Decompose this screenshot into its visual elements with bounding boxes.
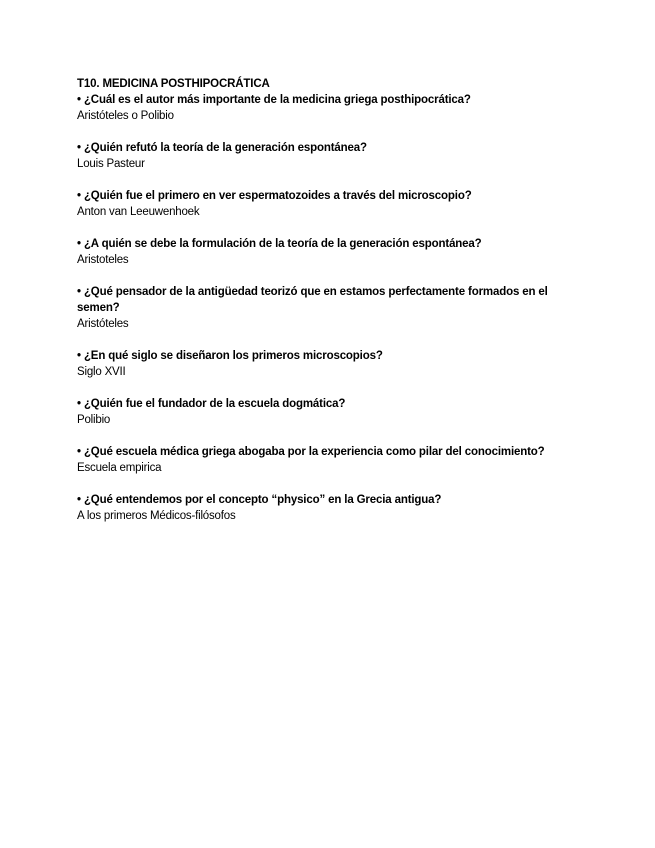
document-title: T10. MEDICINA POSTHIPOCRÁTICA bbox=[77, 78, 270, 90]
question bbox=[77, 348, 582, 364]
bullet: • bbox=[77, 238, 81, 250]
question-text: ¿Qué pensador de la antigüedad teorizó que en estamos perfectamente formados en el semen? bbox=[77, 286, 548, 314]
qa-item bbox=[77, 444, 582, 476]
answer: Aristóteles bbox=[77, 318, 129, 330]
answer: A los primeros Médicos-filósofos bbox=[77, 510, 236, 522]
question-text: ¿Quién fue el primero en ver espermatozoides a través del microscopio? bbox=[83, 190, 472, 202]
document-page bbox=[77, 77, 582, 540]
answer: Siglo XVII bbox=[77, 366, 126, 378]
answer: Louis Pasteur bbox=[77, 158, 145, 170]
bullet: • bbox=[77, 94, 81, 106]
bullet: • bbox=[77, 142, 81, 154]
question bbox=[77, 444, 582, 460]
answer: Aristoteles bbox=[77, 254, 129, 266]
question-text: ¿Qué escuela médica griega abogaba por la experiencia como pilar del conocimiento? bbox=[83, 446, 545, 458]
question-text: ¿Cuál es el autor más importante de la medicina griega posthipocrática? bbox=[83, 94, 471, 106]
qa-item bbox=[77, 92, 582, 124]
bullet: • bbox=[77, 350, 81, 362]
question bbox=[77, 492, 582, 508]
qa-item bbox=[77, 236, 582, 268]
question-text: ¿En qué siglo se diseñaron los primeros microscopios? bbox=[83, 350, 383, 362]
question-text: ¿Quién fue el fundador de la escuela dogmática? bbox=[83, 398, 346, 410]
bullet: • bbox=[77, 494, 81, 506]
qa-item bbox=[77, 348, 582, 380]
answer: Escuela empirica bbox=[77, 462, 162, 474]
bullet: • bbox=[77, 190, 81, 202]
question bbox=[77, 92, 582, 108]
bullet: • bbox=[77, 446, 81, 458]
qa-item bbox=[77, 396, 582, 428]
question bbox=[77, 284, 582, 316]
bullet: • bbox=[77, 398, 81, 410]
qa-item bbox=[77, 284, 582, 332]
question-text: ¿A quién se debe la formulación de la teoría de la generación espontánea? bbox=[83, 238, 482, 250]
answer: Anton van Leeuwenhoek bbox=[77, 206, 200, 218]
question bbox=[77, 140, 582, 156]
question-text: ¿Quién refutó la teoría de la generación espontánea? bbox=[83, 142, 367, 154]
answer: Polibio bbox=[77, 414, 111, 426]
question-text: ¿Qué entendemos por el concepto “physico” en la Grecia antigua? bbox=[83, 494, 442, 506]
answer: Aristóteles o Polibio bbox=[77, 110, 174, 122]
question bbox=[77, 188, 582, 204]
question bbox=[77, 396, 582, 412]
bullet: • bbox=[77, 286, 81, 298]
qa-item bbox=[77, 140, 582, 172]
qa-item bbox=[77, 492, 582, 524]
qa-item bbox=[77, 188, 582, 220]
question bbox=[77, 236, 582, 252]
